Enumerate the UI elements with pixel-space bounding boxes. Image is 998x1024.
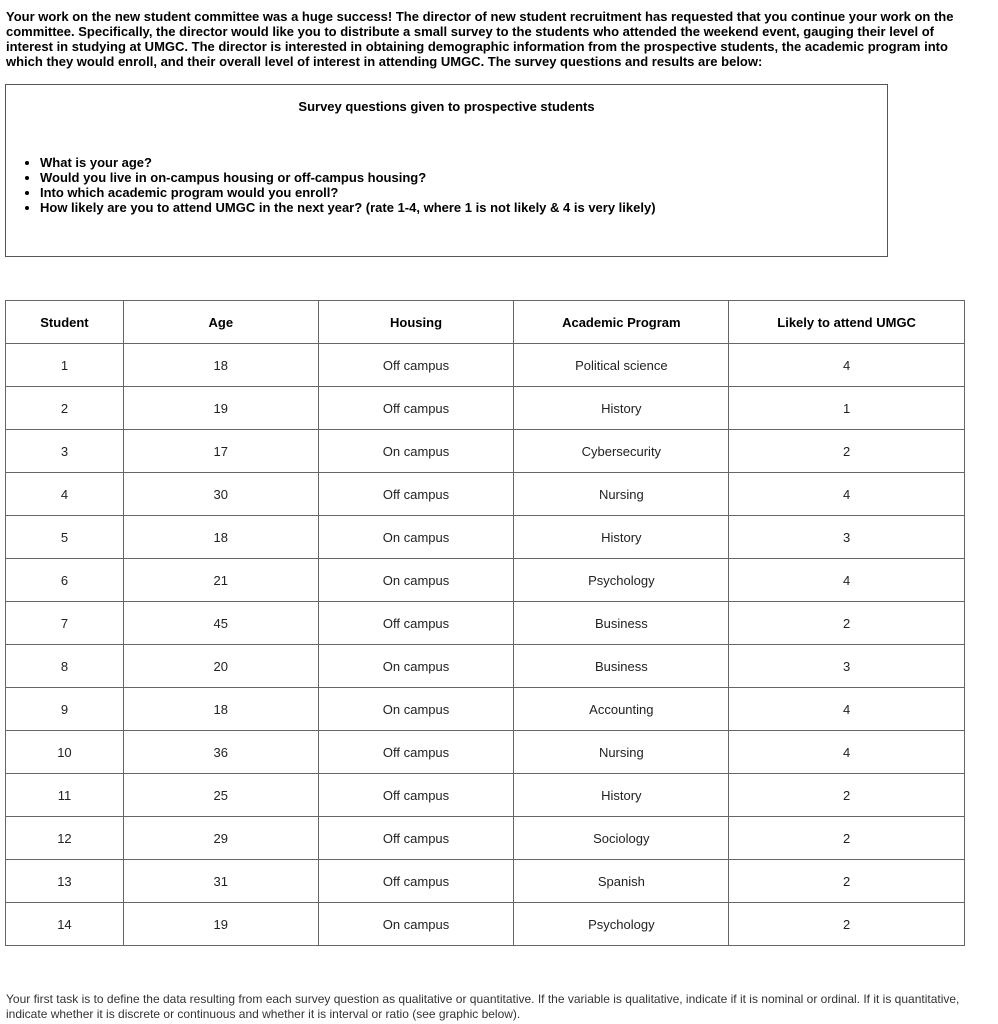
cell-housing: On campus <box>318 559 514 602</box>
cell-student: 14 <box>6 903 124 946</box>
cell-age: 36 <box>123 731 318 774</box>
cell-housing: Off campus <box>318 817 514 860</box>
table-row <box>6 860 965 903</box>
table-body <box>6 344 965 946</box>
header-likely-to-attend: Likely to attend UMGC <box>729 301 965 344</box>
cell-likely-to-attend: 4 <box>729 731 965 774</box>
cell-age: 18 <box>123 344 318 387</box>
header-student: Student <box>6 301 124 344</box>
cell-age: 45 <box>123 602 318 645</box>
survey-question-program: • Into which academic program would you enroll? <box>40 185 656 200</box>
table-row <box>6 817 965 860</box>
cell-housing: Off campus <box>318 344 514 387</box>
cell-academic-program: Business <box>514 602 729 645</box>
cell-housing: Off campus <box>318 774 514 817</box>
cell-academic-program: Accounting <box>514 688 729 731</box>
cell-age: 20 <box>123 645 318 688</box>
cell-likely-to-attend: 4 <box>729 344 965 387</box>
cell-student: 1 <box>6 344 124 387</box>
cell-student: 10 <box>6 731 124 774</box>
cell-student: 12 <box>6 817 124 860</box>
cell-likely-to-attend: 4 <box>729 559 965 602</box>
cell-student: 4 <box>6 473 124 516</box>
table-row <box>6 559 965 602</box>
cell-age: 30 <box>123 473 318 516</box>
cell-housing: On campus <box>318 430 514 473</box>
survey-questions-box <box>5 84 888 257</box>
cell-academic-program: History <box>514 774 729 817</box>
survey-question-likelihood: • How likely are you to attend UMGC in the next year? (rate 1-4, where 1 is not likely & 4 is very likely) <box>40 200 656 215</box>
cell-academic-program: History <box>514 387 729 430</box>
cell-likely-to-attend: 4 <box>729 688 965 731</box>
cell-likely-to-attend: 2 <box>729 903 965 946</box>
header-housing: Housing <box>318 301 514 344</box>
cell-housing: Off campus <box>318 860 514 903</box>
cell-student: 8 <box>6 645 124 688</box>
header-academic-program: Academic Program <box>514 301 729 344</box>
table-row <box>6 473 965 516</box>
cell-academic-program: Sociology <box>514 817 729 860</box>
cell-likely-to-attend: 3 <box>729 516 965 559</box>
cell-age: 31 <box>123 860 318 903</box>
cell-housing: Off campus <box>318 731 514 774</box>
cell-age: 18 <box>123 688 318 731</box>
cell-academic-program: Spanish <box>514 860 729 903</box>
cell-academic-program: History <box>514 516 729 559</box>
cell-age: 19 <box>123 387 318 430</box>
table-row <box>6 731 965 774</box>
cell-likely-to-attend: 4 <box>729 473 965 516</box>
cell-student: 9 <box>6 688 124 731</box>
cell-student: 11 <box>6 774 124 817</box>
cell-academic-program: Nursing <box>514 731 729 774</box>
cell-age: 21 <box>123 559 318 602</box>
cell-likely-to-attend: 2 <box>729 430 965 473</box>
cell-student: 6 <box>6 559 124 602</box>
survey-question-age: • What is your age? <box>40 155 656 170</box>
cell-student: 7 <box>6 602 124 645</box>
cell-likely-to-attend: 3 <box>729 645 965 688</box>
table-row <box>6 645 965 688</box>
cell-likely-to-attend: 2 <box>729 817 965 860</box>
cell-likely-to-attend: 2 <box>729 774 965 817</box>
cell-housing: On campus <box>318 903 514 946</box>
table-row <box>6 344 965 387</box>
header-age: Age <box>123 301 318 344</box>
cell-student: 13 <box>6 860 124 903</box>
cell-age: 25 <box>123 774 318 817</box>
cell-age: 29 <box>123 817 318 860</box>
cell-likely-to-attend: 2 <box>729 602 965 645</box>
table-row <box>6 903 965 946</box>
table-row <box>6 688 965 731</box>
table-row <box>6 387 965 430</box>
cell-academic-program: Business <box>514 645 729 688</box>
table-header-row <box>6 301 965 344</box>
table-row <box>6 602 965 645</box>
survey-question-housing: • Would you live in on-campus housing or off-campus housing? <box>40 170 656 185</box>
table-row <box>6 774 965 817</box>
cell-likely-to-attend: 2 <box>729 860 965 903</box>
cell-student: 5 <box>6 516 124 559</box>
cell-student: 3 <box>6 430 124 473</box>
cell-housing: Off campus <box>318 602 514 645</box>
cell-academic-program: Psychology <box>514 903 729 946</box>
cell-age: 17 <box>123 430 318 473</box>
survey-results-table <box>5 300 965 946</box>
cell-housing: On campus <box>318 516 514 559</box>
footer-instructions: Your first task is to define the data resulting from each survey question as qualitative or quantitative. If the variable is qualitative, indicate if it is nominal or ordinal. If it is quantitative, indicate whether it is discrete or continuous and whether it is interval or ratio (see graphic below). <box>6 992 960 1021</box>
cell-age: 19 <box>123 903 318 946</box>
survey-question-list <box>26 155 656 215</box>
cell-housing: On campus <box>318 645 514 688</box>
cell-student: 2 <box>6 387 124 430</box>
cell-academic-program: Nursing <box>514 473 729 516</box>
cell-academic-program: Cybersecurity <box>514 430 729 473</box>
cell-likely-to-attend: 1 <box>729 387 965 430</box>
cell-housing: Off campus <box>318 387 514 430</box>
survey-title: Survey questions given to prospective students <box>298 99 595 114</box>
cell-academic-program: Psychology <box>514 559 729 602</box>
cell-housing: Off campus <box>318 473 514 516</box>
cell-housing: On campus <box>318 688 514 731</box>
cell-age: 18 <box>123 516 318 559</box>
cell-academic-program: Political science <box>514 344 729 387</box>
table-row <box>6 430 965 473</box>
table-row <box>6 516 965 559</box>
intro-paragraph: Your work on the new student committee was a huge success! The director of new student recruitment has requested that you continue your work on the committee. Specifically, the director would like you to distribute a small survey to the students who attended the weekend event, gauging their level of interest in studying at UMGC. The director is interested in obtaining demographic information from the prospective students, the academic program into which they would enroll, and their overall level of interest in attending UMGC. The survey questions and results are below: <box>6 9 954 69</box>
